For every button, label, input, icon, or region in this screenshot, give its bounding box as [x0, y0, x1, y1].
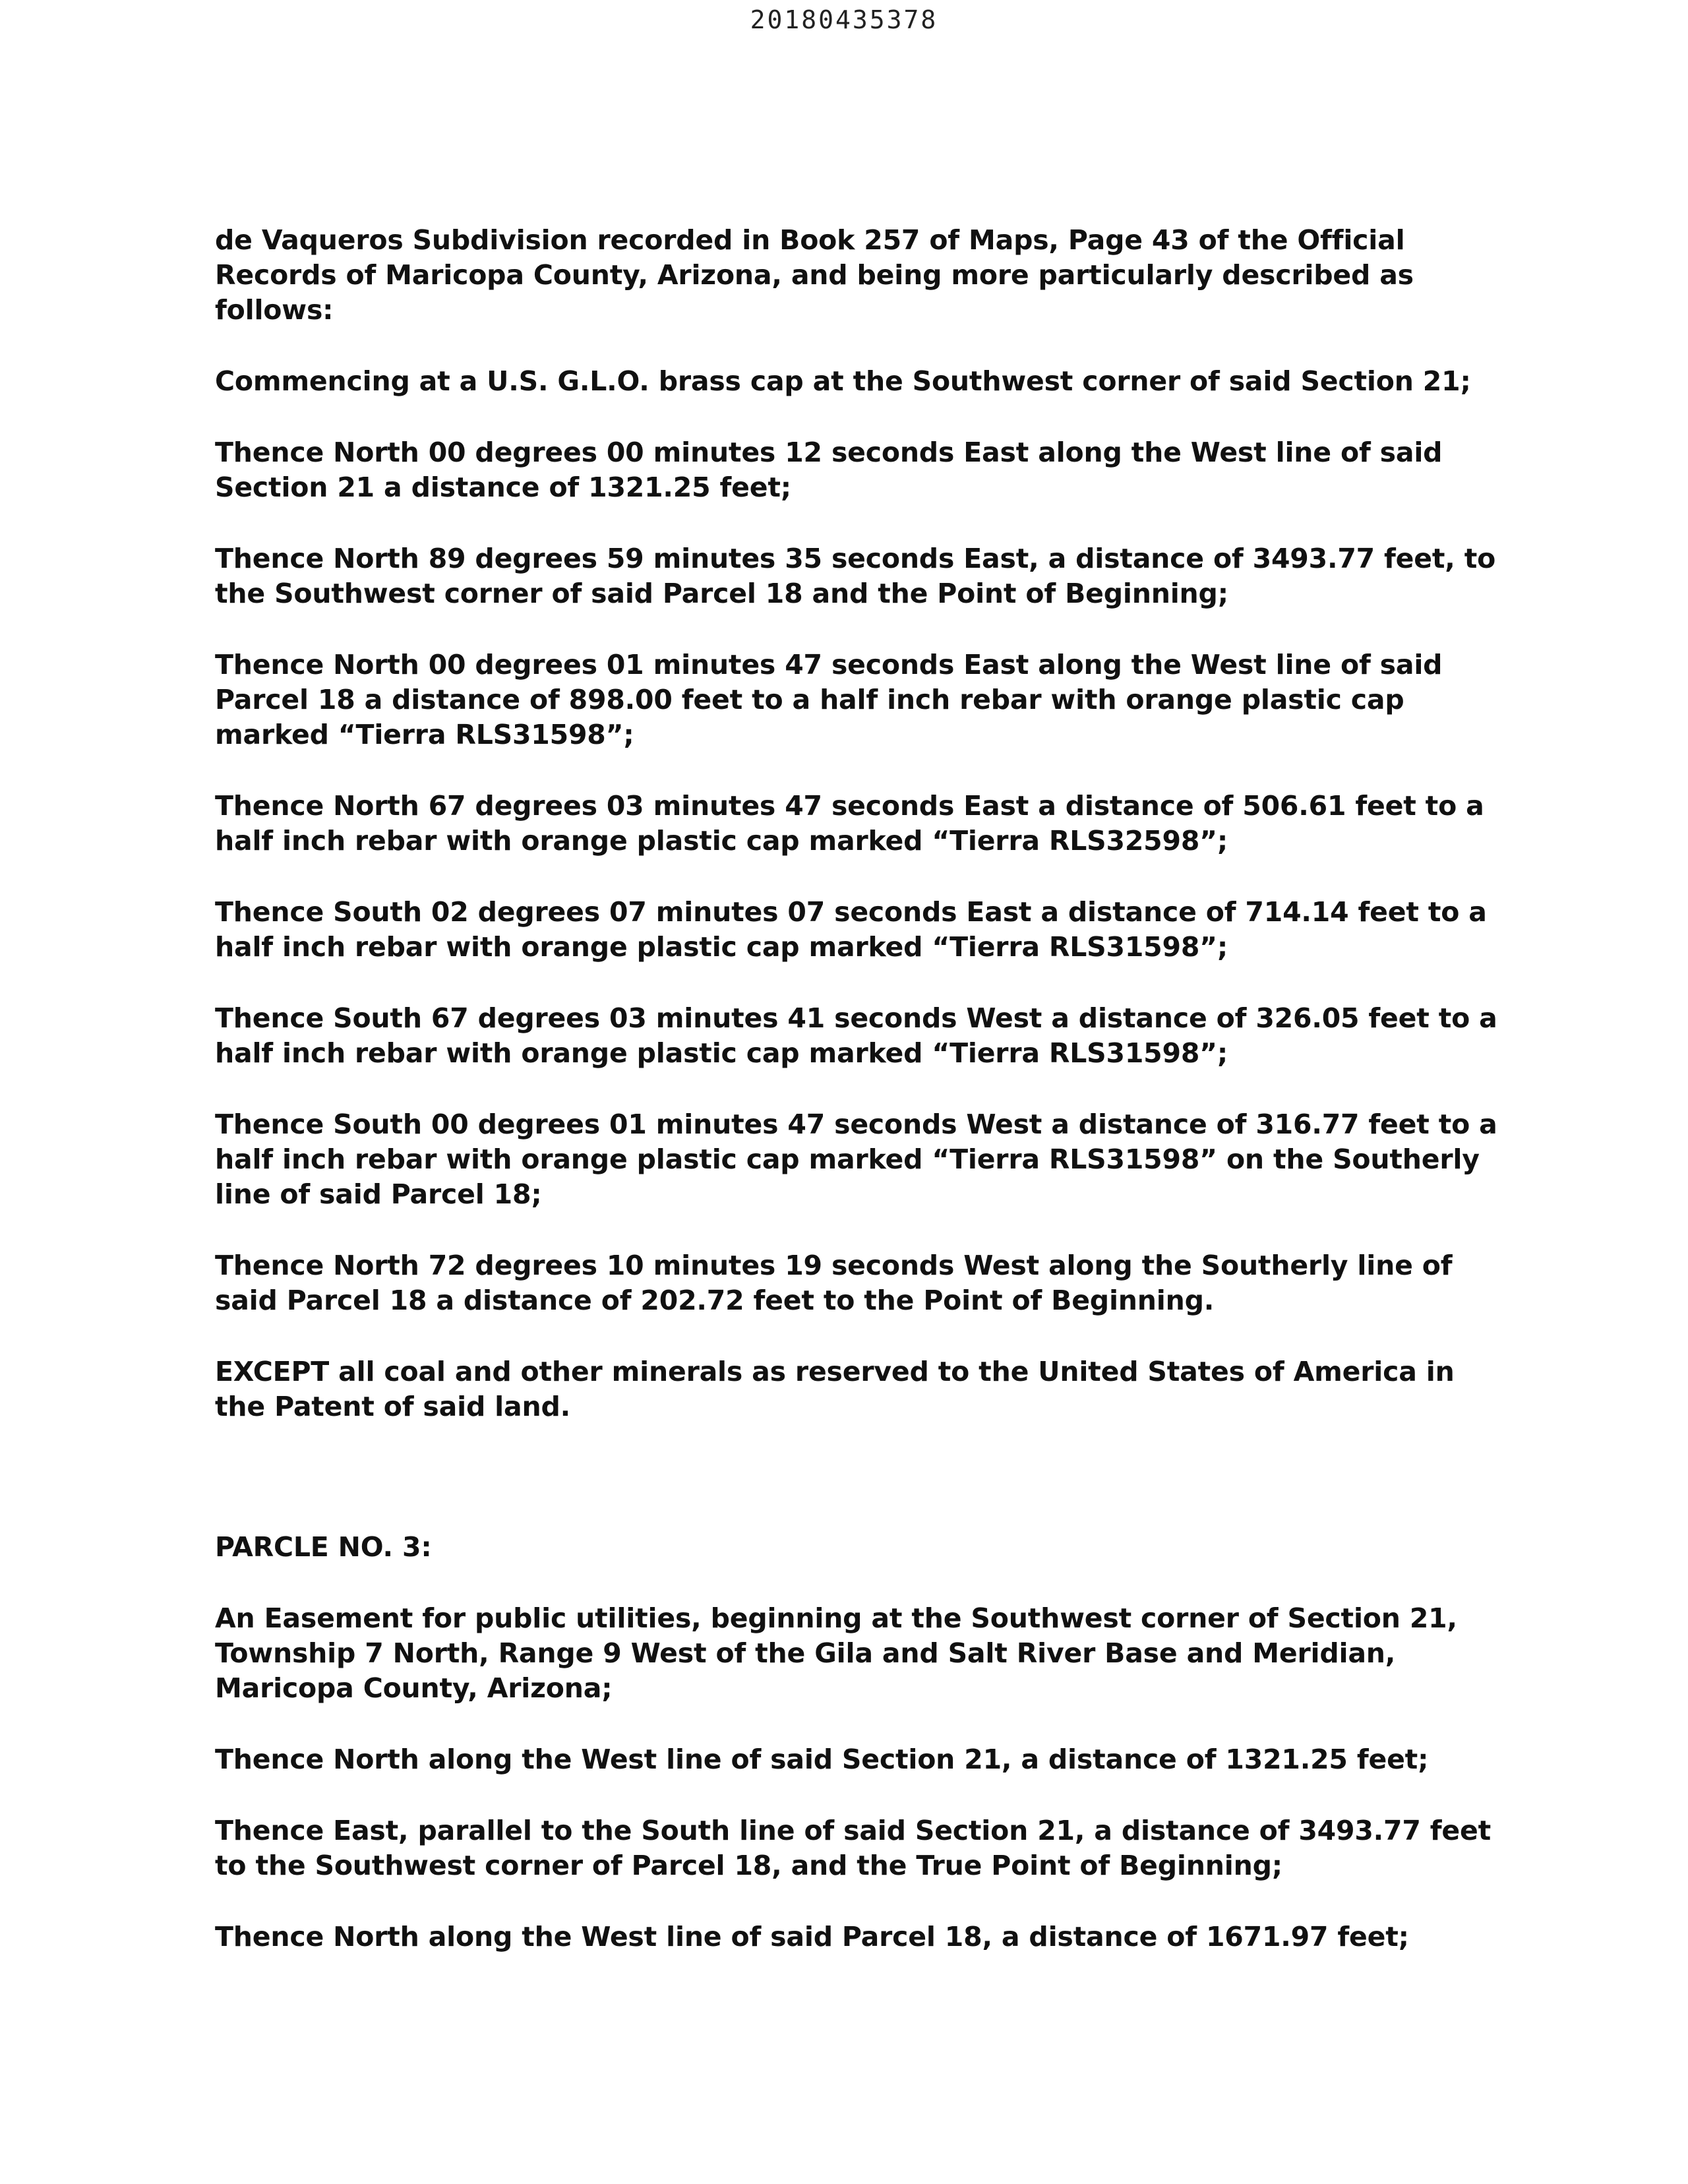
- paragraph-course-2: Thence North 89 degrees 59 minutes 35 seconds East, a distance of 3493.77 feet, to the Southwest corner of said Parcel 18 and the Point of Beginning;: [215, 543, 1496, 609]
- paragraph-course-7: Thence South 00 degrees 01 minutes 47 seconds West a distance of 316.77 feet to a half inch rebar with orange plastic cap marked “Tierra RLS31598” on the Southerly line of said Parcel 18;: [215, 1108, 1497, 1210]
- legal-description: [215, 223, 1507, 1955]
- parcel-3-course-3: Thence North along the West line of said Parcel 18, a distance of 1671.97 feet;: [215, 1921, 1409, 1953]
- paragraph-intro: de Vaqueros Subdivision recorded in Book 257 of Maps, Page 43 of the Official Records of Maricopa County, Arizona, and being more particularly described as follows:: [215, 224, 1414, 326]
- paragraph-exception: EXCEPT all coal and other minerals as reserved to the United States of America in the Patent of said land.: [215, 1356, 1455, 1422]
- parcel-3-course-2: Thence East, parallel to the South line of said Section 21, a distance of 3493.77 feet to the Southwest corner of Parcel 18, and the True Point of Beginning;: [215, 1815, 1492, 1881]
- paragraph-course-6: Thence South 67 degrees 03 minutes 41 seconds West a distance of 326.05 feet to a half inch rebar with orange plastic cap marked “Tierra RLS31598”;: [215, 1002, 1497, 1069]
- parcel-3-easement: An Easement for public utilities, beginning at the Southwest corner of Section 21, Township 7 North, Range 9 West of the Gila and Salt River Base and Meridian, Maricopa County, Arizona;: [215, 1602, 1457, 1704]
- paragraph-course-5: Thence South 02 degrees 07 minutes 07 seconds East a distance of 714.14 feet to a half inch rebar with orange plastic cap marked “Tierra RLS31598”;: [215, 896, 1487, 963]
- paragraph-course-3: Thence North 00 degrees 01 minutes 47 seconds East along the West line of said Parcel 18 a distance of 898.00 feet to a half inch rebar with orange plastic cap marked “Tierra RLS31598”;: [215, 649, 1443, 750]
- paragraph-commencing: Commencing at a U.S. G.L.O. brass cap at the Southwest corner of said Section 21;: [215, 365, 1471, 397]
- parcel-3-heading: PARCLE NO. 3:: [215, 1531, 432, 1563]
- paragraph-course-4: Thence North 67 degrees 03 minutes 47 seconds East a distance of 506.61 feet to a half inch rebar with orange plastic cap marked “Tierra RLS32598”;: [215, 790, 1484, 857]
- paragraph-course-8: Thence North 72 degrees 10 minutes 19 seconds West along the Southerly line of said Parcel 18 a distance of 202.72 feet to the Point of Beginning.: [215, 1250, 1453, 1316]
- parcel-3-course-1: Thence North along the West line of said Section 21, a distance of 1321.25 feet;: [215, 1744, 1429, 1775]
- paragraph-course-1: Thence North 00 degrees 00 minutes 12 seconds East along the West line of said Section 21 a distance of 1321.25 feet;: [215, 437, 1443, 503]
- document-number: 20180435378: [750, 5, 938, 34]
